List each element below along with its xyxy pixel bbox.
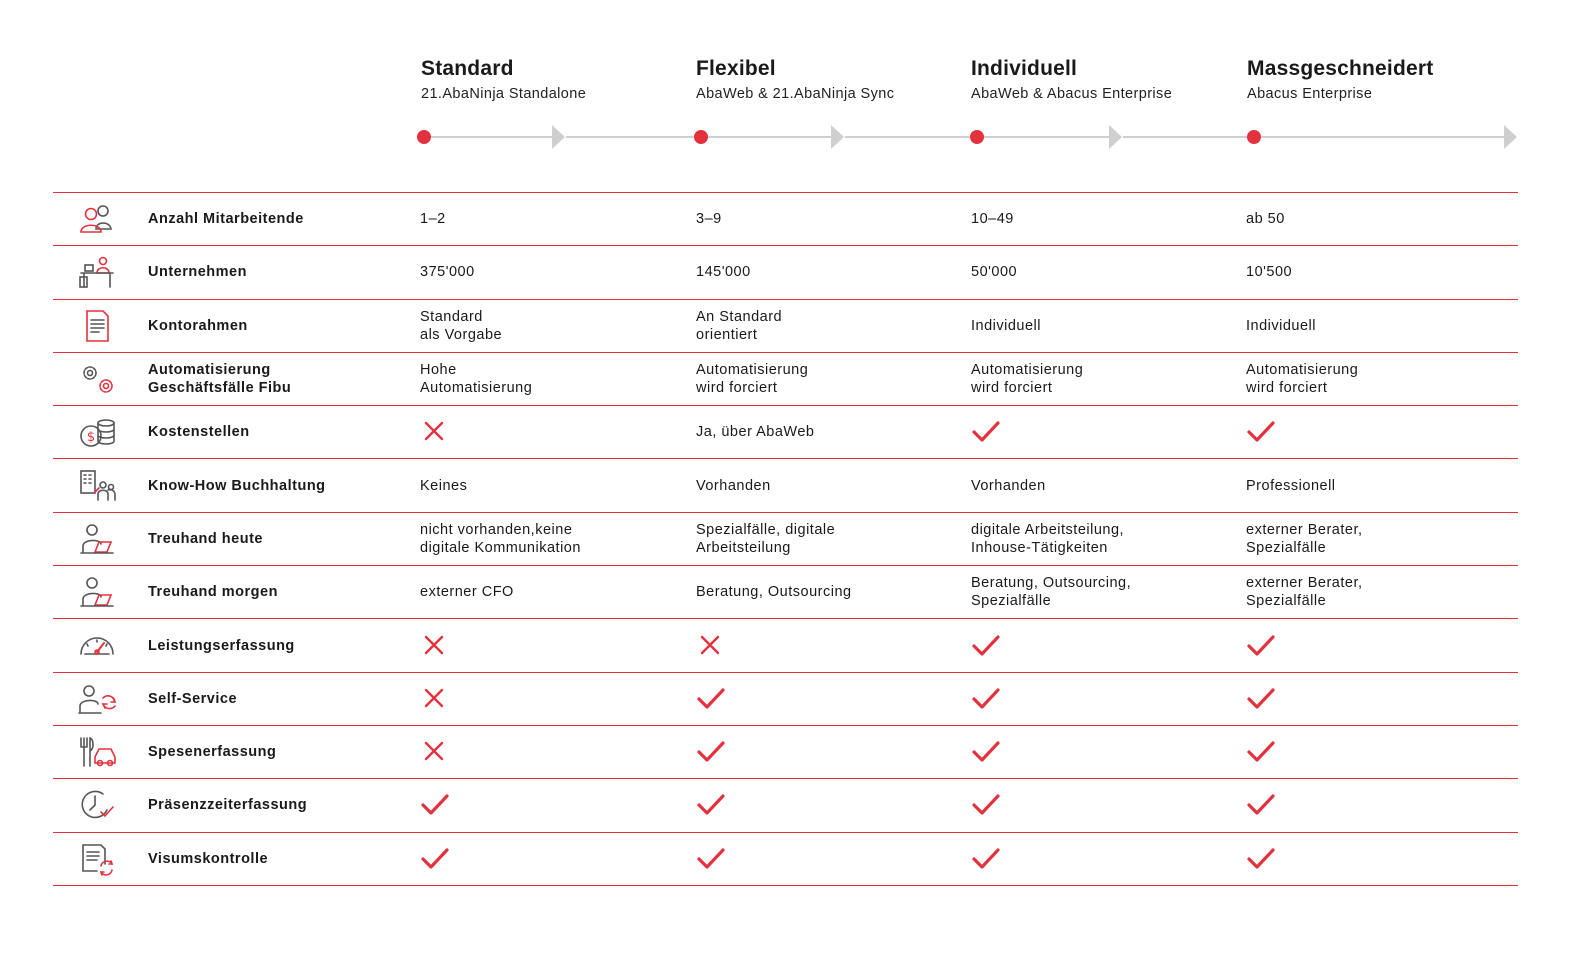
cell-value: Spezialfälle, digitale Arbeitsteilung xyxy=(696,521,836,556)
cell-value: Beratung, Outsourcing, Spezialfälle xyxy=(971,575,1132,610)
person-laptop-icon xyxy=(77,522,117,556)
plan-subtitle: AbaWeb & Abacus Enterprise xyxy=(971,86,1173,102)
row-label: Self-Service xyxy=(148,690,238,707)
cell-value: Vorhanden xyxy=(971,477,1046,494)
check-icon xyxy=(1246,619,1506,671)
check-icon xyxy=(971,406,1231,458)
row-label: Kontorahmen xyxy=(148,317,248,334)
cell-value: Vorhanden xyxy=(696,477,771,494)
plan-standard xyxy=(421,56,691,102)
row-label: Spesenerfassung xyxy=(148,744,277,761)
coins-icon xyxy=(77,415,117,449)
cell-value: externer Berater, Spezialfälle xyxy=(1246,575,1363,610)
check-icon xyxy=(971,619,1231,671)
speedometer-icon xyxy=(77,628,117,662)
row-label: Visumskontrolle xyxy=(148,850,269,867)
plan-name: Standard xyxy=(421,57,514,80)
table-row xyxy=(53,566,1518,619)
arrow-head-icon xyxy=(552,125,565,149)
cell-value: nicht vorhanden,keine digitale Kommunikation xyxy=(420,521,581,556)
check-icon xyxy=(1246,673,1506,725)
table-row xyxy=(53,619,1518,672)
plan-subtitle: AbaWeb & 21.AbaNinja Sync xyxy=(696,86,895,102)
arrow-head-icon xyxy=(1109,125,1122,149)
cell-value: Hohe Automatisierung xyxy=(420,362,533,397)
cell-value: Individuell xyxy=(971,317,1041,334)
cell-value: Beratung, Outsourcing xyxy=(696,584,852,601)
check-icon xyxy=(971,779,1231,831)
table-row xyxy=(53,726,1518,779)
check-icon xyxy=(971,833,1231,885)
row-label: Leistungserfassung xyxy=(148,637,295,654)
cell-value: ab 50 xyxy=(1246,211,1285,228)
table-row xyxy=(53,513,1518,566)
document-icon xyxy=(77,309,117,343)
row-label: Know-How Buchhaltung xyxy=(148,477,326,494)
gears-icon xyxy=(77,362,117,396)
row-label: Treuhand heute xyxy=(148,530,263,547)
table-row xyxy=(53,673,1518,726)
check-icon xyxy=(696,779,956,831)
check-icon xyxy=(971,726,1231,778)
table-row xyxy=(53,459,1518,512)
row-label: Unternehmen xyxy=(148,264,247,281)
timeline-dot xyxy=(417,130,431,144)
cell-value: 375'000 xyxy=(420,264,475,281)
table-row xyxy=(53,300,1518,353)
cell-value: externer CFO xyxy=(420,584,514,601)
plan-name: Massgeschneidert xyxy=(1247,57,1434,80)
check-icon xyxy=(420,779,680,831)
check-icon xyxy=(696,726,956,778)
people-icon xyxy=(77,202,117,236)
cell-value: Automatisierung wird forciert xyxy=(1246,362,1359,397)
table-row xyxy=(53,406,1518,459)
check-icon xyxy=(696,833,956,885)
cell-value: 10'500 xyxy=(1246,264,1293,281)
cross-icon xyxy=(420,406,680,458)
comparison-table xyxy=(53,192,1518,886)
row-label: Automatisierung Geschäftsfälle Fibu xyxy=(148,362,292,397)
table-row xyxy=(53,193,1518,246)
cross-icon xyxy=(420,673,680,725)
cell-value: Automatisierung wird forciert xyxy=(696,362,809,397)
cell-value: 3–9 xyxy=(696,211,722,228)
clock-check-icon xyxy=(77,788,117,822)
arrow-head-icon xyxy=(1504,125,1517,149)
cross-icon xyxy=(420,619,680,671)
cell-value: Standard als Vorgabe xyxy=(420,308,503,343)
check-icon xyxy=(1246,406,1506,458)
check-icon xyxy=(1246,833,1506,885)
row-label: Treuhand morgen xyxy=(148,584,278,601)
table-row xyxy=(53,353,1518,406)
timeline-segment xyxy=(417,125,565,149)
row-label: Präsenzzeiterfassung xyxy=(148,797,308,814)
cutlery-car-icon xyxy=(77,735,117,769)
cell-value: Professionell xyxy=(1246,477,1336,494)
plan-flexibel xyxy=(696,56,966,102)
row-label: Anzahl Mitarbeitende xyxy=(148,211,304,228)
cell-value: 1–2 xyxy=(420,211,446,228)
plan-massgeschneidert xyxy=(1247,56,1517,102)
check-icon xyxy=(1246,726,1506,778)
plan-subtitle: Abacus Enterprise xyxy=(1247,86,1373,102)
cell-value: Individuell xyxy=(1246,317,1316,334)
table-row xyxy=(53,246,1518,299)
arrow-head-icon xyxy=(831,125,844,149)
cell-value: An Standard orientiert xyxy=(696,308,783,343)
check-icon xyxy=(1246,779,1506,831)
cell-value: 10–49 xyxy=(971,211,1014,228)
cross-icon xyxy=(420,726,680,778)
document-refresh-icon xyxy=(77,842,117,876)
cross-icon xyxy=(696,619,956,671)
plan-name: Individuell xyxy=(971,57,1078,80)
company-desk-icon xyxy=(77,255,117,289)
plan-individuell xyxy=(971,56,1241,102)
check-icon xyxy=(420,833,680,885)
timeline-segment xyxy=(1123,125,1517,149)
self-service-icon xyxy=(77,682,117,716)
table-row xyxy=(53,833,1518,886)
timeline-dot xyxy=(694,130,708,144)
timeline-dot xyxy=(970,130,984,144)
cell-value: Automatisierung wird forciert xyxy=(971,362,1084,397)
cell-value: digitale Arbeitsteilung, Inhouse-Tätigkeiten xyxy=(971,521,1125,556)
plan-name: Flexibel xyxy=(696,57,776,80)
cell-value: 50'000 xyxy=(971,264,1018,281)
plan-timeline xyxy=(0,118,1570,158)
check-icon xyxy=(971,673,1231,725)
svg-text:$: $ xyxy=(86,430,96,446)
row-label: Kostenstellen xyxy=(148,424,250,441)
person-laptop-icon xyxy=(77,575,117,609)
building-people-icon xyxy=(77,468,117,502)
plan-subtitle: 21.AbaNinja Standalone xyxy=(421,86,587,102)
cell-value: Keines xyxy=(420,477,468,494)
timeline-segment xyxy=(566,125,844,149)
table-row xyxy=(53,779,1518,832)
cell-value: Ja, über AbaWeb xyxy=(696,424,815,441)
check-icon xyxy=(696,673,956,725)
timeline-segment xyxy=(845,125,1122,149)
cell-value: 145'000 xyxy=(696,264,751,281)
timeline-dot xyxy=(1247,130,1261,144)
cell-value: externer Berater, Spezialfälle xyxy=(1246,521,1363,556)
